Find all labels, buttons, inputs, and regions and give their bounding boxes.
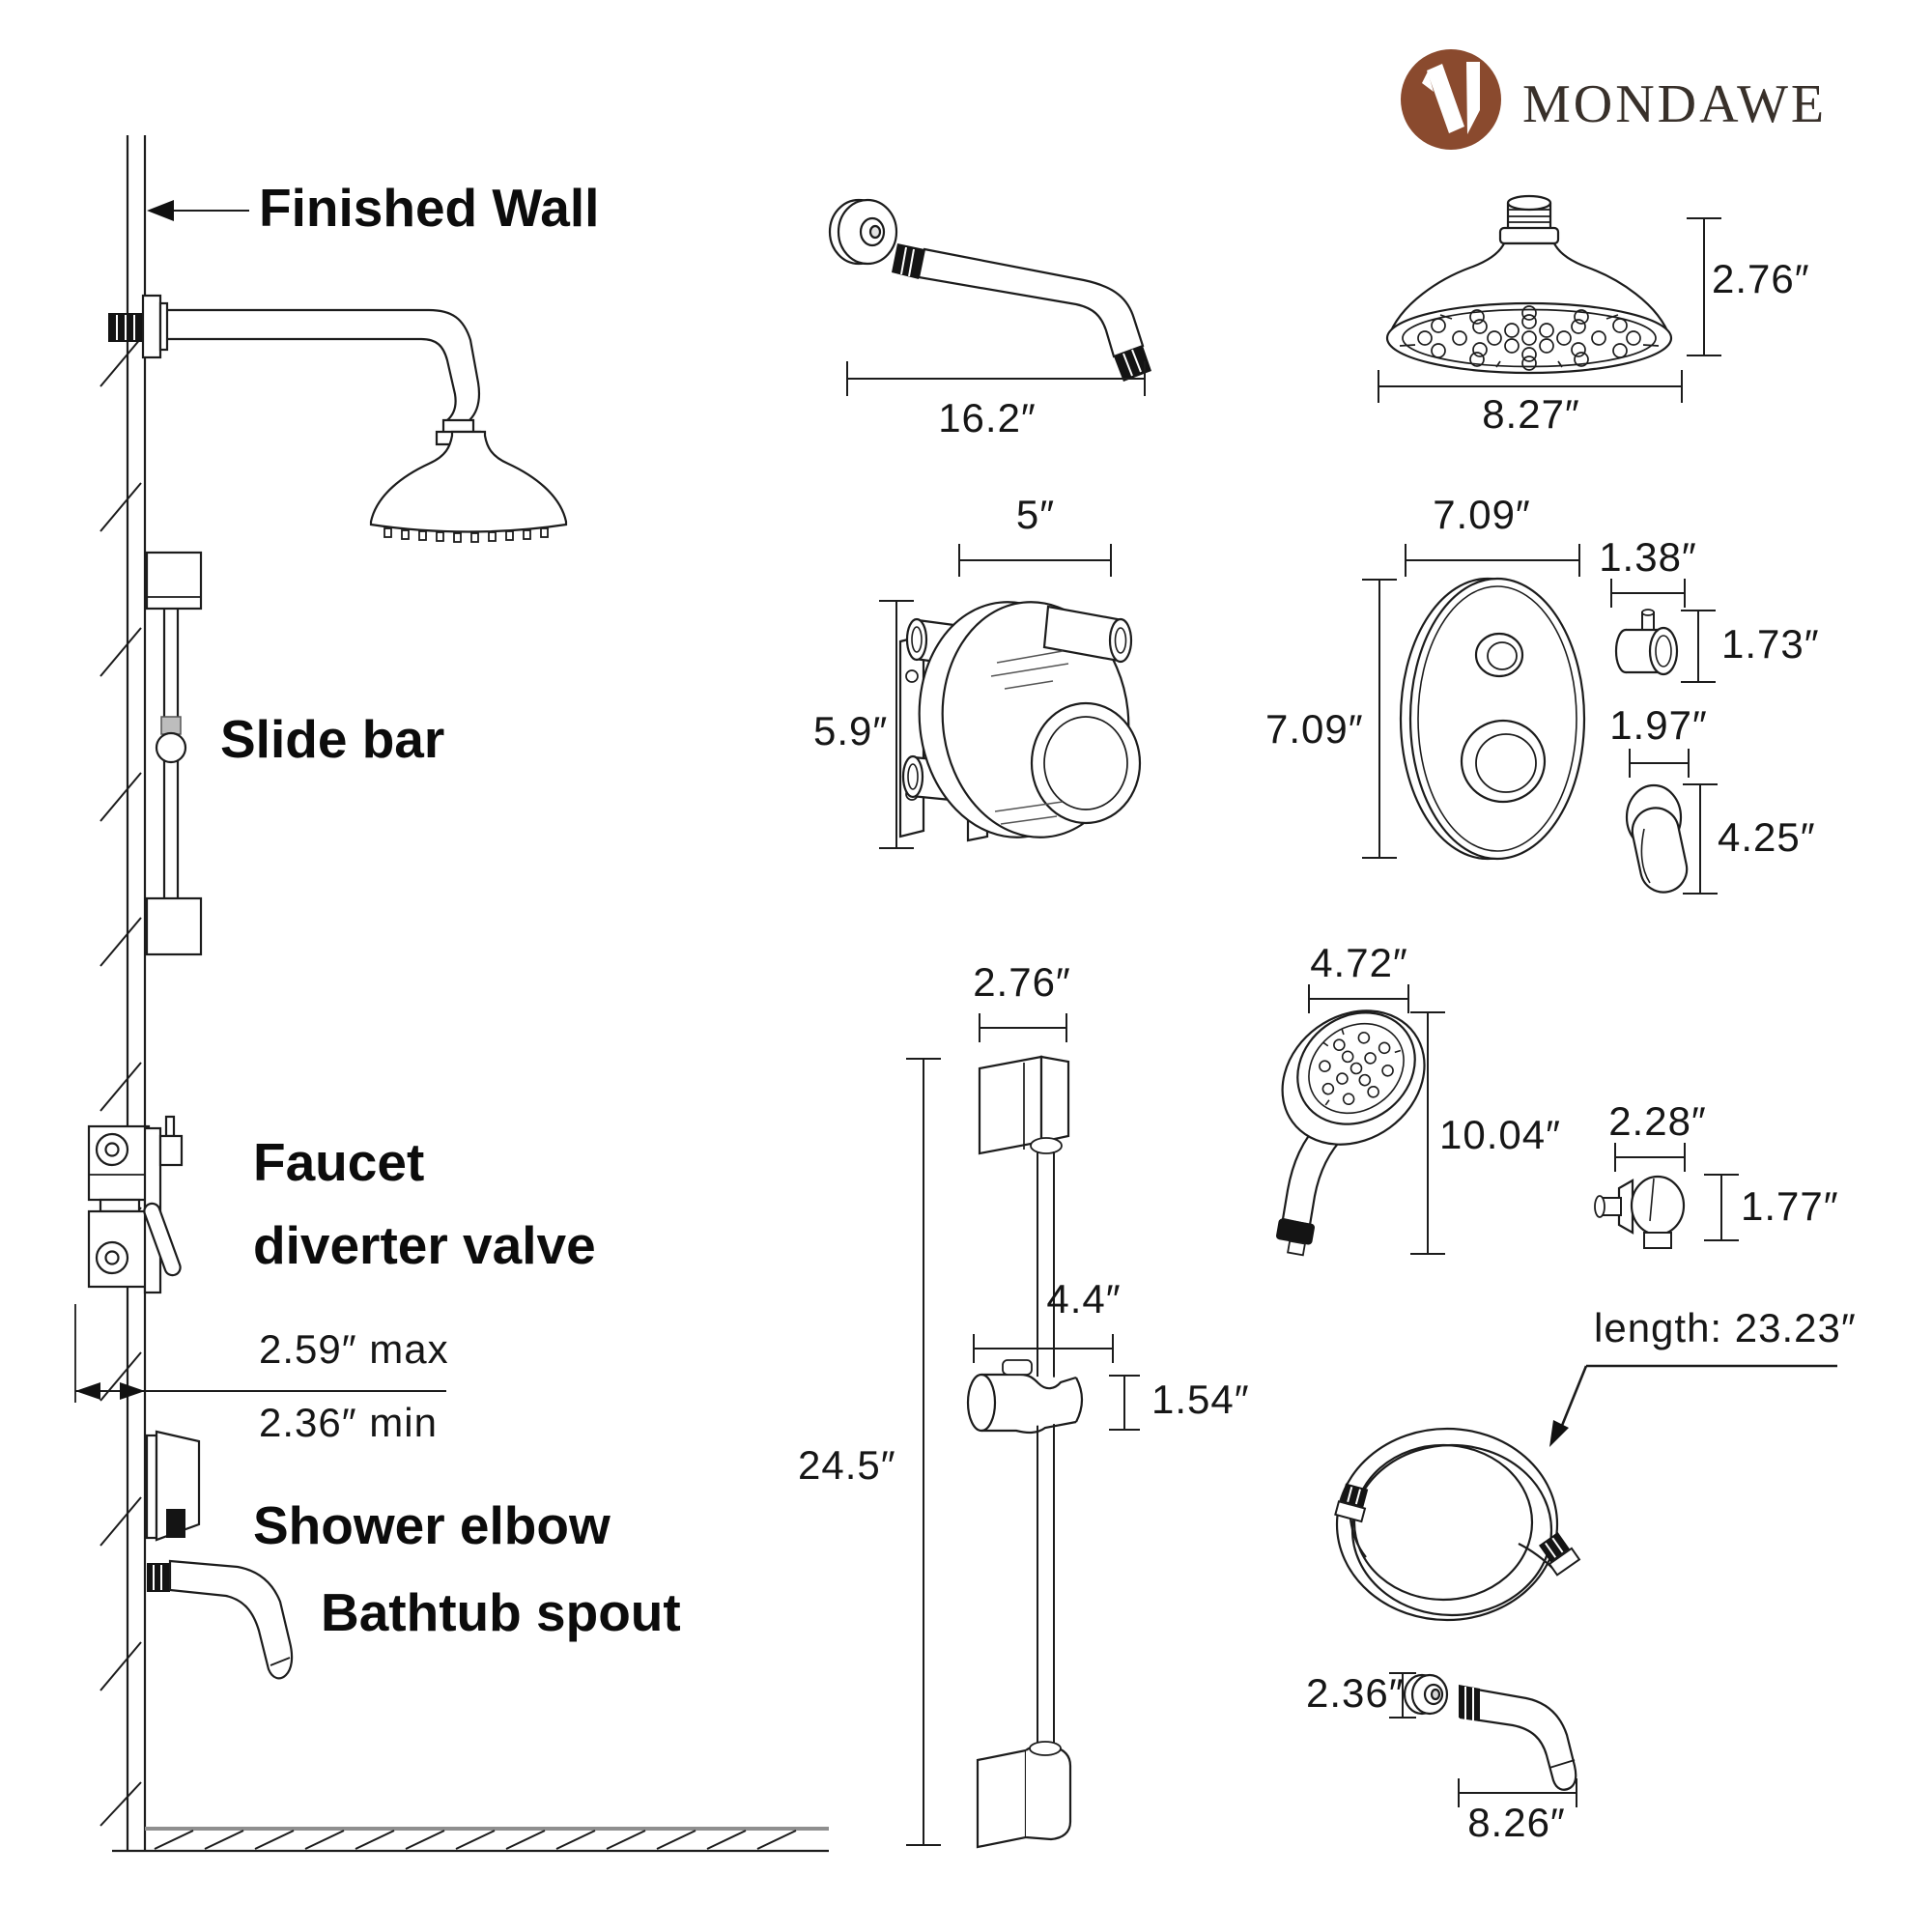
dim-handle-width: 1.97″ [1609,702,1708,748]
dim-handle-height: 4.25″ [1718,814,1816,860]
dim-slide-bar-holder-height: 1.54″ [1151,1377,1250,1422]
installed-tub-spout-drawing [147,1561,292,1678]
label-valve-depth-max: 2.59″ max [259,1326,449,1372]
label-shower-elbow: Shower elbow [253,1495,611,1555]
dim-tub-spout-length: 8.26″ [1467,1800,1566,1845]
dim-hose-length: length: 23.23″ [1594,1305,1857,1350]
installed-shower-elbow-drawing [147,1432,199,1540]
dim-holder-width: 2.28″ [1608,1098,1707,1144]
dim-knob-height: 1.73″ [1721,621,1820,667]
label-finished-wall: Finished Wall [259,178,600,238]
brand-logo-icon [1401,49,1501,150]
dim-hand-shower-width: 4.72″ [1310,940,1408,985]
installed-slide-bar-drawing [147,553,201,954]
trim-plate-drawing [1362,544,1584,859]
dim-shower-head-height: 2.76″ [1712,256,1810,301]
dim-valve-height: 5.9″ [813,708,889,753]
dim-hand-shower-length: 10.04″ [1439,1112,1561,1157]
dim-slide-bar-bracket-width: 2.76″ [973,959,1071,1005]
rough-in-valve-drawing [879,544,1140,848]
hand-shower-drawing [1256,983,1450,1255]
dim-spout-flange-height: 2.36″ [1306,1670,1405,1716]
shower-arm-part-drawing [830,200,1151,396]
label-slide-bar: Slide bar [220,709,445,769]
label-faucet-valve-1: Faucet [253,1132,425,1192]
brand-name: MONDAWE [1522,74,1828,134]
dim-holder-height: 1.77″ [1741,1183,1839,1229]
dim-shower-head-diameter: 8.27″ [1482,391,1580,437]
finished-wall-arrow [147,200,249,221]
hand-shower-holder-drawing [1595,1143,1739,1248]
dim-trim-plate-height: 7.09″ [1265,706,1364,752]
dim-shower-arm-length: 16.2″ [938,395,1037,440]
label-valve-depth-min: 2.36″ min [259,1400,438,1445]
shower-head-part-drawing [1378,196,1721,403]
diverter-knob-drawing [1611,579,1716,682]
dim-trim-plate-width: 7.09″ [1433,492,1531,537]
dim-slide-bar-holder-width: 4.4″ [1046,1276,1122,1321]
label-bathtub-spout: Bathtub spout [321,1582,681,1642]
dim-valve-width: 5″ [1015,492,1056,537]
shower-hose-drawing [1335,1366,1837,1620]
label-faucet-valve-2: diverter valve [253,1215,596,1275]
dim-slide-bar-length: 24.5″ [798,1442,896,1488]
slide-bar-part-drawing [906,1013,1140,1847]
tub-spout-part-drawing [1389,1673,1577,1807]
dim-knob-width: 1.38″ [1599,534,1697,580]
installed-shower-arm-drawing [108,296,566,542]
lever-handle-drawing [1627,749,1718,896]
